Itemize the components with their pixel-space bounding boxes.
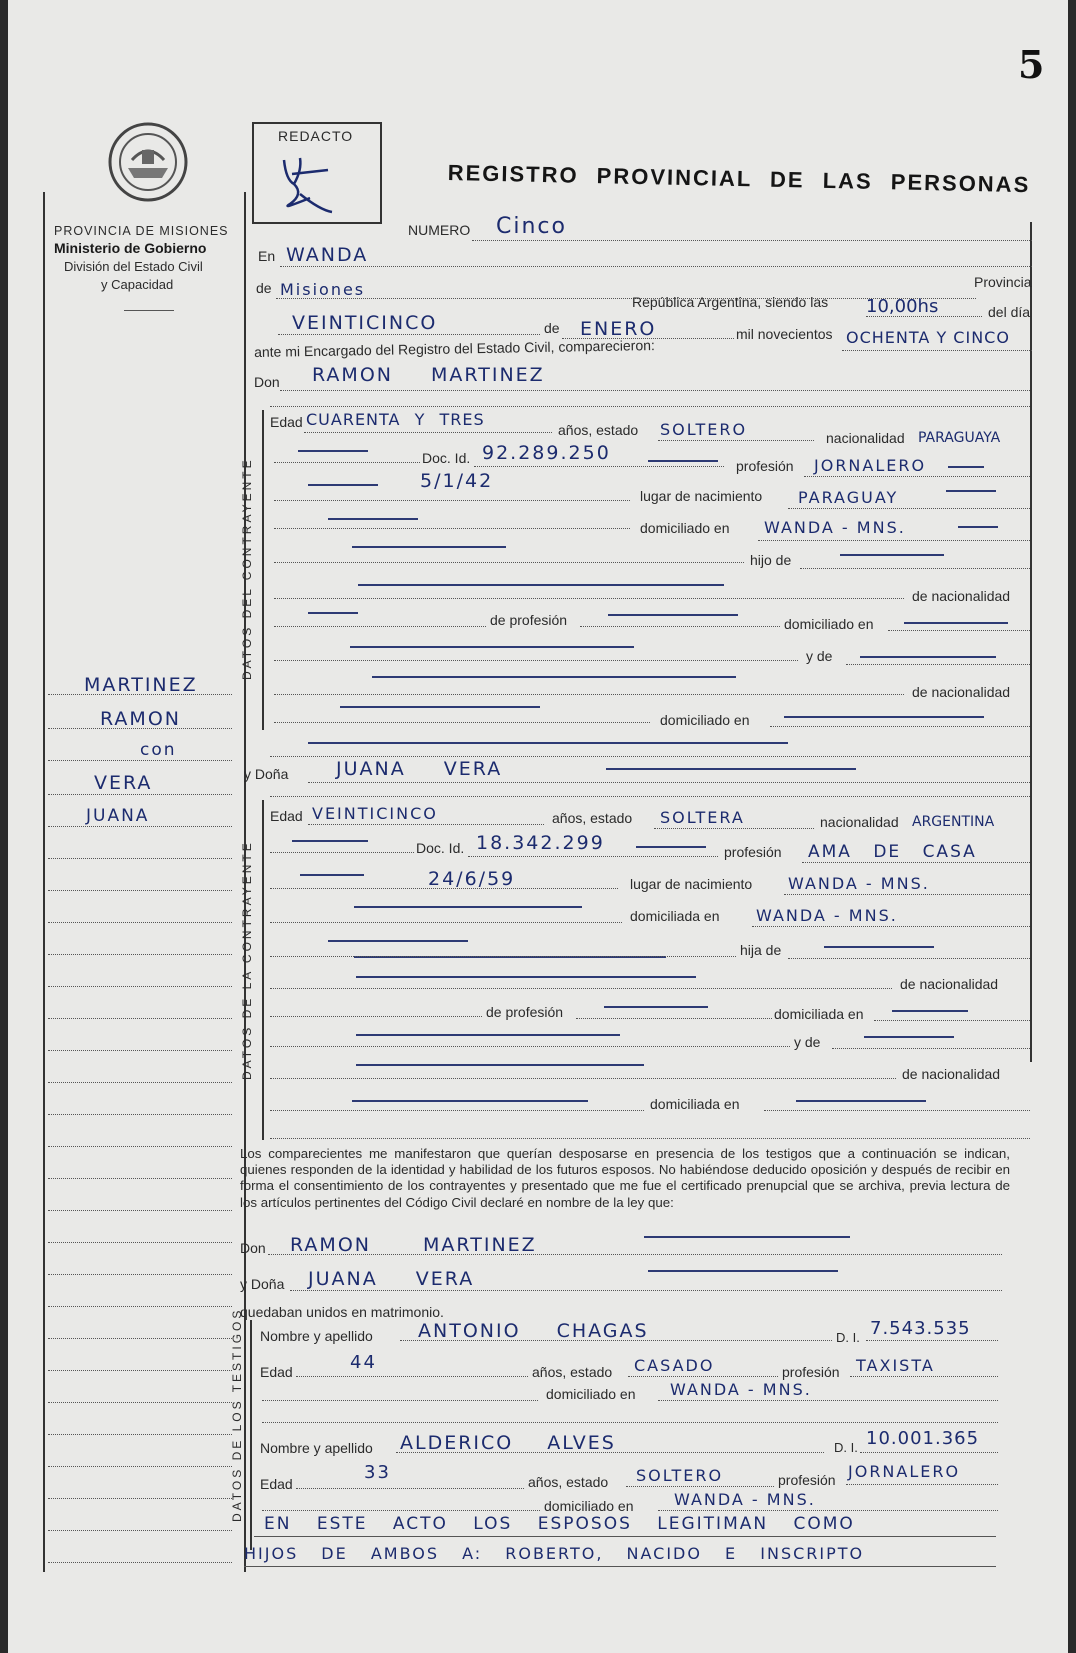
w2-estado-label: años, estado — [528, 1474, 609, 1490]
bride-dona-label: y Doña — [244, 766, 289, 782]
groom-edad: CUARENTA Y TRES — [306, 410, 485, 429]
bride-domicilio: WANDA - MNS. — [756, 906, 898, 925]
w2-edad: 33 — [364, 1462, 391, 1483]
act-day: VEINTICINCO — [292, 312, 438, 334]
bride-doc-label: Doc. Id. — [416, 840, 465, 856]
groom-domicilio: WANDA - MNS. — [764, 518, 906, 537]
act-month: ENERO — [580, 318, 657, 340]
page-title: REGISTRO PROVINCIAL DE LAS PERSONAS — [447, 160, 1031, 198]
page-number: 5 — [1018, 42, 1045, 87]
bride-profesion-label: profesión — [724, 844, 782, 860]
bride-madre-nac-label: de nacionalidad — [902, 1066, 1001, 1082]
w1-nombre: ANTONIO CHAGAS — [418, 1320, 649, 1342]
republica-label: República Argentina, siendo las — [632, 294, 829, 310]
margin-surname-2: VERA — [94, 772, 153, 794]
act-hour: 10,00hs — [866, 296, 939, 317]
w1-profesion-label: profesión — [782, 1364, 840, 1380]
bride-estado-label: años, estado — [552, 810, 633, 826]
groom-domicilio-label: domiciliado en — [640, 520, 730, 536]
groom-estado: SOLTERO — [660, 420, 748, 439]
agency-line-3: División del Estado Civil — [64, 259, 203, 274]
ante-mi-label: ante mi Encargado del Registro del Estado Civil, comparecieron: — [254, 337, 655, 360]
groom-doc-label: Doc. Id. — [422, 450, 471, 466]
groom-name: RAMON MARTINEZ — [312, 364, 545, 386]
redactor-signature — [270, 150, 350, 216]
numero-label: NUMERO — [408, 222, 471, 238]
bride-madre-label: y de — [794, 1034, 821, 1050]
bride-lugar-label: lugar de nacimiento — [630, 876, 753, 892]
groom-edad-label: Edad — [270, 414, 303, 430]
w2-nombre: ALDERICO ALVES — [400, 1432, 616, 1454]
quedaban-label: quedaban unidos en matrimonio. — [240, 1304, 444, 1320]
bride-padre-dom-label: domiciliada en — [774, 1006, 864, 1022]
groom-profesion: JORNALERO — [814, 456, 927, 475]
act-province: Misiones — [280, 280, 366, 299]
margin-name: RAMON — [100, 708, 181, 730]
margin-name-2: JUANA — [86, 806, 150, 826]
bride-edad-label: Edad — [270, 808, 303, 824]
bride-padre-prof-label: de profesión — [486, 1004, 564, 1020]
groom-lugar: PARAGUAY — [798, 488, 899, 507]
w2-di: 10.001.365 — [866, 1428, 980, 1449]
agency-line-2: Ministerio de Gobierno — [54, 240, 207, 256]
bride-profesion: AMA DE CASA — [808, 842, 977, 862]
bride-lugar: WANDA - MNS. — [788, 874, 930, 893]
bride-doc: 18.342.299 — [476, 832, 605, 854]
decl-don-label: Don — [240, 1240, 266, 1256]
agency-line-4: y Capacidad — [101, 277, 174, 292]
note-line-1: EN ESTE ACTO LOS ESPOSOS LEGITIMAN COMO — [264, 1514, 855, 1534]
groom-nacionalidad: PARAGUAYA — [918, 430, 1001, 446]
groom-madre-nac-label: de nacionalidad — [912, 684, 1011, 700]
don-label: Don — [254, 374, 280, 390]
bride-padre-nac-label: de nacionalidad — [900, 976, 999, 992]
w2-edad-label: Edad — [260, 1476, 293, 1492]
w2-domicilio: WANDA - MNS. — [674, 1490, 816, 1509]
redacto-label: REDACTO — [278, 128, 354, 144]
note-line-2: HIJOS DE AMBOS A: ROBERTO, NACIDO E INSCRIPTO — [244, 1544, 865, 1563]
act-city: WANDA — [286, 244, 369, 266]
w1-estado-label: años, estado — [532, 1364, 613, 1380]
decl-bride: JUANA VERA — [308, 1268, 475, 1290]
groom-nac-label: nacionalidad — [826, 430, 905, 446]
w1-di-label: D. I. — [836, 1330, 860, 1345]
w1-profesion: TAXISTA — [856, 1356, 935, 1375]
declaration-paragraph: Los comparecientes me manifestaron que querían desposarse en presencia de los testigos que a continuación se indican, quienes responden de la identidad y habilidad de los futuros esposos. No habiéndose deducido oposición y después de recibir en forma el consentimiento de los contrayentes y presentado que me fue el certificado prenupcial que se archiva, previa lectura de los artículos pertinentes del Código Civil declaré en nombre de la ley que: — [240, 1146, 1010, 1210]
side-label-testigos: DATOS DE LOS TESTIGOS — [230, 1307, 244, 1522]
decl-groom: RAMON MARTINEZ — [290, 1234, 537, 1256]
w1-di: 7.543.535 — [870, 1318, 971, 1339]
act-number: Cinco — [496, 214, 567, 239]
groom-doc: 92.289.250 — [482, 442, 611, 464]
bride-hija-label: hija de — [740, 942, 782, 958]
groom-estado-label: años, estado — [558, 422, 639, 438]
del-dia-label: del día — [988, 304, 1031, 320]
mil-novecientos-label: mil novecientos — [736, 326, 833, 342]
bride-domicilio-label: domiciliada en — [630, 908, 720, 924]
registry-page — [8, 0, 1068, 1653]
w1-edad: 44 — [350, 1352, 377, 1373]
groom-padre-nac-label: de nacionalidad — [912, 588, 1011, 604]
groom-madre-dom-label: domiciliado en — [660, 712, 750, 728]
groom-hijo-label: hijo de — [750, 552, 792, 568]
decl-dona-label: y Doña — [240, 1276, 285, 1292]
act-year: OCHENTA Y CINCO — [846, 328, 1010, 347]
bride-nacionalidad: ARGENTINA — [912, 814, 995, 830]
w2-profesion: JORNALERO — [848, 1462, 961, 1481]
w1-nombre-label: Nombre y apellido — [260, 1328, 373, 1344]
w1-domicilio: WANDA - MNS. — [670, 1380, 812, 1399]
w2-nombre-label: Nombre y apellido — [260, 1440, 373, 1456]
side-label-contrayente: DATOS DEL CONTRAYENTE — [240, 457, 254, 680]
de-mes-label: de — [544, 320, 560, 336]
groom-padre-prof-label: de profesión — [490, 612, 568, 628]
de-label: de — [256, 280, 272, 296]
bride-estado: SOLTERA — [660, 808, 745, 827]
provincia-label: Provincia — [974, 274, 1032, 290]
margin-con: con — [140, 740, 177, 760]
groom-lugar-label: lugar de nacimiento — [640, 488, 763, 504]
agency-line-1: PROVINCIA DE MISIONES — [54, 224, 229, 238]
w2-dom-label: domiciliado en — [544, 1498, 634, 1514]
bride-nac-label: nacionalidad — [820, 814, 899, 830]
bride-edad: VEINTICINCO — [312, 804, 438, 823]
bride-birthdate: 24/6/59 — [428, 868, 516, 890]
groom-birthdate: 5/1/42 — [420, 470, 494, 492]
w2-estado: SOLTERO — [636, 1466, 724, 1485]
w1-estado: CASADO — [634, 1356, 715, 1375]
en-label: En — [258, 248, 276, 264]
bride-name: JUANA VERA — [336, 758, 503, 780]
groom-profesion-label: profesión — [736, 458, 794, 474]
w2-profesion-label: profesión — [778, 1472, 836, 1488]
w1-dom-label: domiciliado en — [546, 1386, 636, 1402]
bride-madre-dom-label: domiciliada en — [650, 1096, 740, 1112]
margin-surname: MARTINEZ — [84, 674, 198, 696]
groom-padre-dom-label: domiciliado en — [784, 616, 874, 632]
province-seal-icon — [106, 120, 190, 204]
w1-edad-label: Edad — [260, 1364, 293, 1380]
w2-di-label: D. I. — [834, 1440, 858, 1455]
groom-madre-label: y de — [806, 648, 833, 664]
side-label-contrayente-f: DATOS DE LA CONTRAYENTE — [240, 840, 254, 1080]
